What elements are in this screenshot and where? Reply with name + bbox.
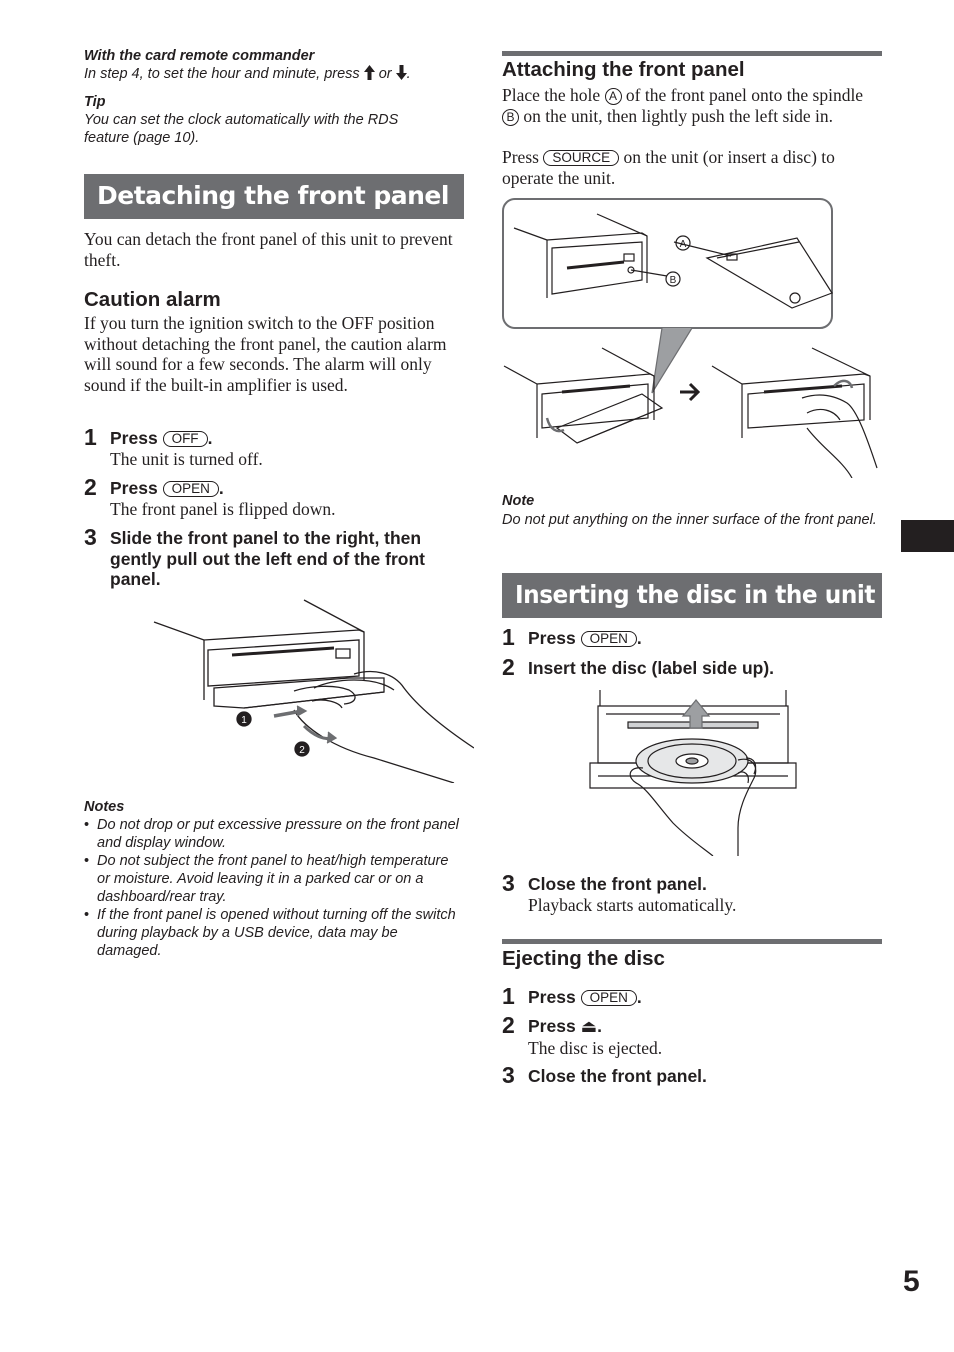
- eject-step-2: 2 Press ⏏. The disc is ejected.: [502, 1016, 882, 1059]
- ejecting-heading: Ejecting the disc: [502, 947, 665, 970]
- section-thumb-tab: [901, 520, 954, 552]
- up-arrow-icon: [364, 65, 375, 80]
- attach-paragraph-2: Press SOURCE on the unit (or insert a disc) to operate the unit.: [502, 147, 835, 188]
- step-result: The unit is turned off.: [110, 448, 263, 469]
- step-number: 1: [502, 983, 515, 1009]
- eject-step-3: 3 Close the front panel.: [502, 1062, 707, 1088]
- step-number: 3: [502, 870, 515, 896]
- insert-step-3: 3 Close the front panel. Playback starts automatically.: [502, 874, 882, 916]
- step-number: 2: [502, 654, 515, 680]
- insert-step-2: 2 Insert the disc (label side up).: [502, 654, 775, 680]
- fig-label-b: B: [669, 275, 677, 286]
- list-item: • Do not subject the front panel to heat/high temperature or moisture. Avoid leaving it in a parked car or on a dashboard/rear tray.: [84, 852, 464, 906]
- card-remote-text: In step 4, to set the hour and minute, press or .: [84, 66, 411, 82]
- eject-step-1: 1 Press OPEN .: [502, 983, 642, 1009]
- step-number: 3: [502, 1062, 515, 1088]
- detach-step-1: 1 Press OFF . The unit is turned off.: [84, 428, 464, 470]
- detach-step-3: 3 Slide the front panel to the right, then gently pull out the left end of the front panel.: [84, 524, 425, 589]
- tip-heading: Tip: [84, 94, 106, 110]
- tip-text: You can set the clock automatically with the RDS feature (page 10).: [84, 112, 399, 146]
- section-rule: [502, 51, 882, 56]
- detaching-intro: You can detach the front panel of this unit to prevent theft.: [84, 229, 453, 270]
- list-item: • If the front panel is opened without turning off the switch during playback by a USB device, data may be damaged.: [84, 906, 464, 960]
- detaching-banner: Detaching the front panel: [84, 174, 464, 219]
- step-result: Playback starts automatically.: [528, 894, 737, 915]
- caution-text: If you turn the ignition switch to the OFF position without detaching the front panel, the caution alarm will sound for a few seconds. The alarm will only sound if the built-in amplifier is used.: [84, 313, 447, 395]
- detach-panel-illustration: [144, 598, 474, 783]
- open-button[interactable]: OPEN: [581, 631, 637, 647]
- eject-icon[interactable]: ⏏: [580, 1017, 598, 1037]
- card-remote-heading: With the card remote commander: [84, 48, 315, 64]
- attach-panel-illustration: [502, 198, 882, 478]
- open-button[interactable]: OPEN: [581, 990, 637, 1006]
- fig-label-a: A: [679, 239, 687, 250]
- caution-heading: Caution alarm: [84, 288, 221, 311]
- down-arrow-icon: [396, 65, 407, 80]
- source-button[interactable]: SOURCE: [543, 150, 619, 166]
- off-button[interactable]: OFF: [163, 431, 208, 447]
- attach-paragraph-1: Place the hole A of the front panel onto the spindle B on the unit, then lightly push the left side in.: [502, 85, 864, 126]
- label-b-marker: B: [502, 109, 519, 126]
- page-number: 5: [903, 1265, 920, 1298]
- label-a-marker: A: [605, 88, 622, 105]
- step-number: 2: [84, 474, 97, 500]
- note-text: Do not put anything on the inner surface of the front panel.: [502, 512, 877, 528]
- inserting-banner: Inserting the disc in the unit: [502, 573, 882, 618]
- list-item: • Do not drop or put excessive pressure on the front panel and display window.: [84, 816, 464, 852]
- notes-heading: Notes: [84, 799, 125, 815]
- step-number: 1: [84, 424, 97, 450]
- step-number: 2: [502, 1012, 515, 1038]
- insert-disc-illustration: [588, 688, 798, 856]
- notes-list: [84, 816, 464, 960]
- step-result: The front panel is flipped down.: [110, 498, 336, 519]
- step-result: The disc is ejected.: [528, 1037, 663, 1058]
- detach-step-2: 2 Press OPEN . The front panel is flipped down.: [84, 478, 464, 520]
- fig-label-1: 1: [241, 715, 247, 726]
- attach-heading: Attaching the front panel: [502, 58, 745, 81]
- step-number: 1: [502, 624, 515, 650]
- section-rule: [502, 939, 882, 944]
- open-button[interactable]: OPEN: [163, 481, 219, 497]
- note-heading: Note: [502, 493, 535, 509]
- step-number: 3: [84, 524, 97, 550]
- fig-label-2: 2: [299, 745, 305, 756]
- insert-step-1: 1 Press OPEN .: [502, 624, 642, 650]
